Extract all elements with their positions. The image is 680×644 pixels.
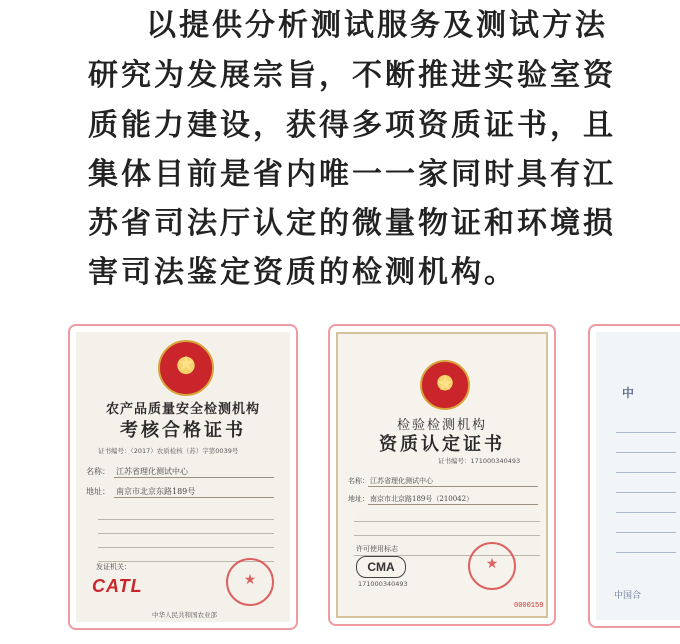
- intro-line-3: 质能力建设，获得多项资质证书，且: [88, 108, 616, 143]
- certificate-card-cma[interactable]: [328, 324, 556, 626]
- cert-title-top: 农产品质量安全检测机构: [105, 402, 260, 417]
- cert-number: 证书编号：171000340493: [438, 457, 521, 465]
- cert-body-text: [616, 422, 676, 572]
- certificate-carousel[interactable]: [0, 318, 680, 644]
- cert-title-main: 考核合格证书: [120, 420, 246, 441]
- address-underline: [368, 504, 538, 505]
- cert-footer: 中华人民共和国农业部: [152, 611, 217, 619]
- intro-line-5: 苏省司法厅认定的微量物证和环境损: [88, 206, 616, 241]
- intro-line-1: 以提供分析测试服务及测试方法: [146, 8, 608, 43]
- org-underline: [368, 486, 538, 487]
- cert-body-text: [354, 512, 540, 546]
- official-seal-icon: [468, 542, 516, 590]
- certificate-paper: [76, 332, 290, 622]
- org-name: 江苏省理化测试中心: [116, 467, 188, 476]
- partial-title: 中: [622, 386, 635, 400]
- serial-number: 0000159: [514, 602, 544, 610]
- certificate-paper: [336, 332, 548, 618]
- cma-logo: CMA: [356, 556, 406, 578]
- address-value: 南京市北京东路189号: [116, 487, 196, 496]
- permit-number: 171000340493: [358, 580, 408, 588]
- intro-line-4: 集体目前是省内唯一一家同时具有江: [88, 157, 616, 192]
- intro-line-6: 害司法鉴定资质的检测机构。: [88, 255, 517, 290]
- intro-line-2: 研究为发展宗旨，不断推进实验室资: [88, 58, 616, 93]
- official-seal-icon: [226, 558, 274, 606]
- catl-logo: CATL: [92, 576, 143, 596]
- national-emblem-icon: [420, 360, 470, 410]
- certificate-card-agri[interactable]: [68, 324, 298, 630]
- issuer-label: 发证机关：: [96, 563, 131, 571]
- certificate-paper: [596, 332, 680, 620]
- address-label: 地址：: [348, 495, 369, 503]
- cert-title-top: 检验检测机构: [396, 418, 487, 433]
- address-underline: [114, 497, 274, 498]
- address-label: 地址：: [86, 487, 110, 496]
- certificate-card-partial[interactable]: [588, 324, 680, 628]
- org-underline: [114, 477, 274, 478]
- intro-text-block: [0, 0, 680, 300]
- permit-label: 许可使用标志: [356, 545, 398, 553]
- org-name: 江苏省理化测试中心: [370, 477, 433, 485]
- partial-footer: 中国合: [614, 591, 642, 601]
- address-value: 南京市北京路189号（210042）: [370, 495, 474, 503]
- org-label: 名称：: [86, 467, 110, 476]
- cert-title-main: 资质认定证书: [379, 434, 505, 455]
- cert-number: 证书编号：（2017）农质检核（苏）字第0039号: [98, 447, 239, 455]
- org-label: 名称：: [348, 477, 369, 485]
- national-emblem-icon: [158, 340, 214, 396]
